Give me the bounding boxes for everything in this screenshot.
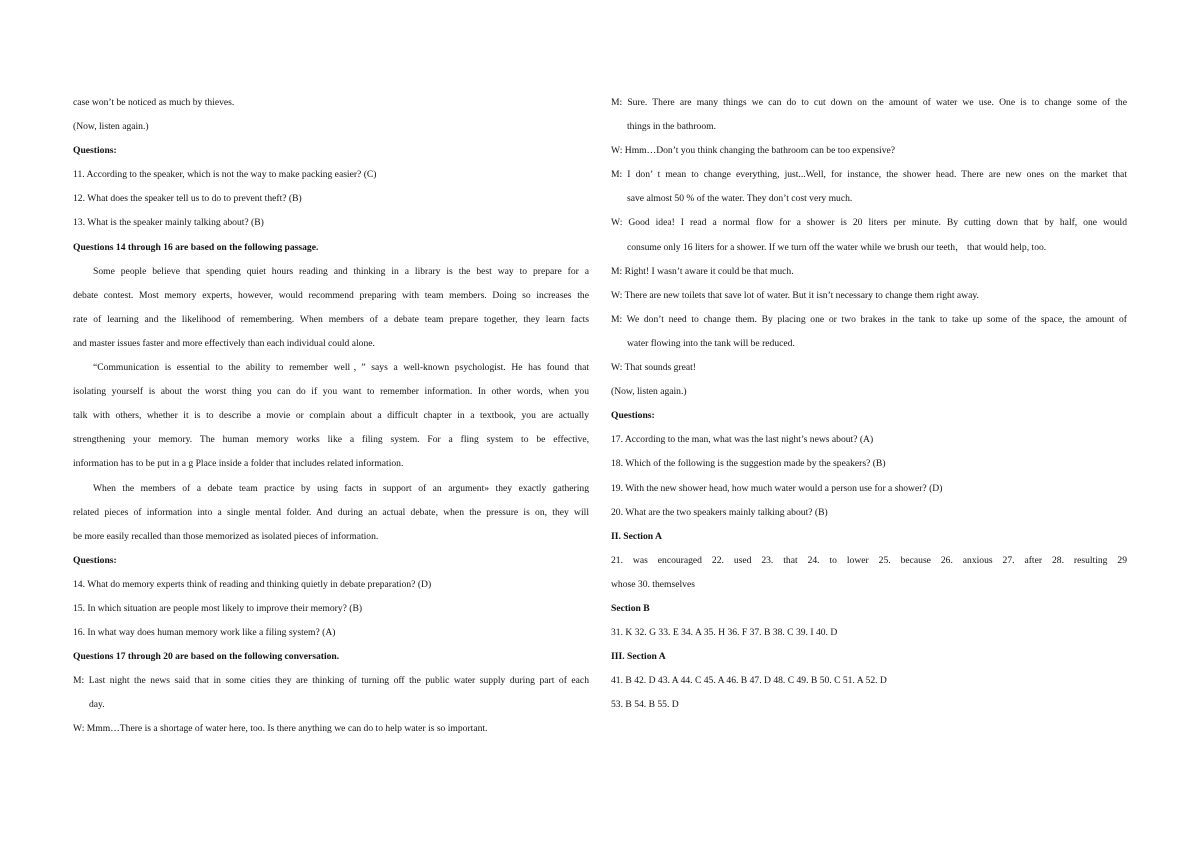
text-line: related pieces of information into a single mental folder. And during an actual debate, when the pressure is on, they will [73, 506, 589, 518]
text-line: 53. B 54. B 55. D [611, 699, 679, 711]
section-heading: Questions 14 through 16 are based on the following passage. [73, 241, 319, 253]
text-line: 11. According to the speaker, which is not the way to make packing easier? (C) [73, 169, 377, 181]
text-line: information has to be put in a g Place inside a folder that includes related information. [73, 458, 404, 470]
text-line: debate contest. Most memory experts, however, would recommend preparing with team members. Doing so increases the [73, 289, 589, 301]
text-line: M: Last night the news said that in some cities they are thinking of turning off the public water supply during part of each [73, 675, 589, 687]
text-line: case won’t be noticed as much by thieves. [73, 97, 235, 108]
section-heading: II. Section A [611, 530, 662, 542]
text-line: W: Hmm…Don’t you think changing the bathroom can be too expensive? [611, 145, 896, 157]
text-line: 41. B 42. D 43. A 44. C 45. A 46. B 47. D 48. C 49. B 50. C 51. A 52. D [611, 675, 887, 687]
text-line: rate of learning and the likelihood of remembering. When members of a debate team prepare together, they learn facts [73, 313, 589, 325]
section-heading: Section B [611, 602, 650, 614]
text-line: M: Right! I wasn’t aware it could be that much. [611, 265, 794, 277]
text-line: M: Sure. There are many things we can do to cut down on the amount of water we use. One is to change some of the [611, 97, 1127, 108]
text-line: M: I don’ t mean to change everything, just...Well, for instance, the shower head. There are new ones on the market that [611, 169, 1127, 181]
text-line: “Communication is essential to the ability to remember well，” says a well-known psychologist. He has found that [93, 362, 589, 374]
section-heading: III. Section A [611, 651, 666, 663]
right-column [611, 91, 1127, 717]
text-line: things in the bathroom. [627, 121, 716, 133]
text-line: and master issues faster and more effectively than each individual could alone. [73, 337, 375, 349]
text-line: whose 30. themselves [611, 578, 695, 590]
text-line: isolating yourself is about the worst thing you can do if you want to remember information. In other words, when you [73, 386, 589, 398]
text-line: 17. According to the man, what was the last night’s news about? (A) [611, 434, 874, 446]
text-line: 12. What does the speaker tell us to do to prevent theft? (B) [73, 193, 302, 205]
text-line: (Now, listen again.) [611, 386, 687, 398]
text-line: 31. K 32. G 33. E 34. A 35. H 36. F 37. B 38. C 39. I 40. D [611, 627, 838, 639]
text-line: M: We don’t need to change them. By placing one or two brakes in the tank to take up some of the space, the amount of [611, 313, 1127, 325]
text-line: be more easily recalled than those memorized as isolated pieces of information. [73, 530, 379, 542]
text-line: 18. Which of the following is the suggestion made by the speakers? (B) [611, 458, 886, 470]
text-line: water flowing into the tank will be reduced. [627, 337, 795, 349]
text-line: 19. With the new shower head, how much water would a person use for a shower? (D) [611, 482, 943, 494]
text-line: 14. What do memory experts think of reading and thinking quietly in debate preparation? (D) [73, 578, 432, 590]
section-heading: Questions: [611, 410, 655, 422]
text-line: day. [89, 699, 105, 711]
text-line: strengthening your memory. The human memory works like a filing system. For a fling system to be effective, [73, 434, 589, 446]
text-line: W: Good idea! I read a normal flow for a shower is 20 liters per minute. By cutting down that by half, one would [611, 217, 1127, 229]
text-line: 20. What are the two speakers mainly talking about? (B) [611, 506, 828, 518]
section-heading: Questions: [73, 145, 117, 157]
text-line: 21. was encouraged 22. used 23. that 24. to lower 25. because 26. anxious 27. after 28. resulting 29 [611, 554, 1127, 566]
text-line: 13. What is the speaker mainly talking about? (B) [73, 217, 264, 229]
text-line: W: That sounds great! [611, 362, 696, 374]
text-line: When the members of a debate team practice by using facts in support of an argument» they exactly gathering [93, 482, 589, 494]
text-line: talk with others, whether it is to describe a movie or complain about a difficult chapter in a textbook, you are actually [73, 410, 589, 422]
left-column [73, 91, 589, 742]
text-line: (Now, listen again.) [73, 121, 149, 133]
text-line: W: Mmm…There is a shortage of water here, too. Is there anything we can do to help water is so important. [73, 723, 488, 735]
text-line: W: There are new toilets that save lot of water. But it isn’t necessary to change them right away. [611, 289, 979, 301]
section-heading: Questions: [73, 554, 117, 566]
text-line: 15. In which situation are people most likely to improve their memory? (B) [73, 602, 363, 614]
section-heading: Questions 17 through 20 are based on the following conversation. [73, 651, 340, 663]
text-line: consume only 16 liters for a shower. If we turn off the water while we brush our teeth， that would help, too. [627, 241, 1047, 253]
text-line: Some people believe that spending quiet hours reading and thinking in a library is the best way to prepare for a [93, 265, 589, 277]
text-line: 16. In what way does human memory work like a filing system? (A) [73, 627, 336, 639]
text-line: save almost 50 % of the water. They don’t cost very much. [627, 193, 853, 205]
